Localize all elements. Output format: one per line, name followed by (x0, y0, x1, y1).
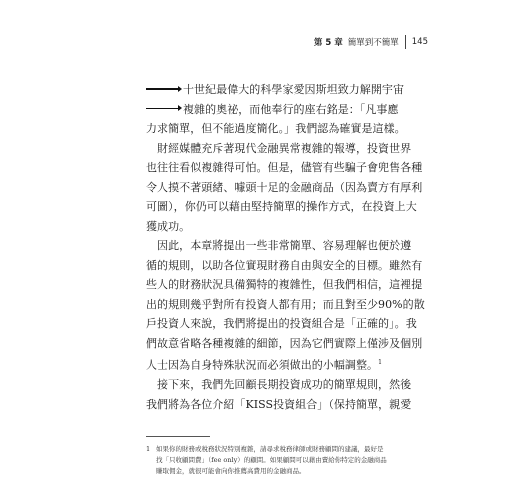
chapter-title: 簡單到不簡單 (347, 38, 399, 48)
body-line: 可圖），你仍可以藉由堅持簡單的操作方式，在投資上大 (146, 200, 417, 213)
body-line-with-footnote: 人士因為自身特殊狀況而必須做出的小幅調整。$^1$ (146, 358, 382, 372)
chapter-label: 第 5 章 (313, 38, 343, 48)
body-text (146, 80, 425, 414)
opening-line-2: 複雜的奧祕，而他奉行的座右銘是：「凡事應 (146, 100, 394, 120)
footnote-rule (146, 436, 210, 437)
body-line: 戶投資人來說，我們將提出的投資組合是「正確的」。我 (146, 317, 417, 330)
footnote (146, 444, 396, 477)
opening-dash-decoration-2 (146, 108, 179, 110)
body-line: 財經媒體充斥著現代金融異常複雜的報導，投資世界 (146, 141, 412, 155)
opening-dash-decoration (146, 88, 179, 90)
body-line: 也往往看似複雜得可怕。但是，儘管有些騙子會兜售各種 (146, 161, 423, 174)
body-line: 力求簡單，但不能過度簡化。」我們認為確實是這樣。 (146, 122, 406, 135)
header-divider (405, 35, 406, 49)
footnote-line: 找「只收顧問費」（fee only）的顧問。如果顧問可以藉由賣給你特定的金融商品 (156, 456, 387, 464)
body-line: 循的規則，以助各位實現財務自由與安全的目標。雖然有 (146, 258, 423, 272)
body-line: 們故意省略各種複雜的細節，因為它們實際上僅涉及個別 (146, 336, 423, 350)
body-line: 出的規則幾乎對所有投資人都有用；而且對至少90%的散 (146, 297, 425, 311)
body-line: 我們將為各位介紹「KISS投資組合」（保持簡單，親愛 (146, 397, 412, 411)
running-header (314, 35, 428, 49)
body-line: 令人摸不著頭緒、噱頭十足的金融商品（因為賣方有厚利 (146, 180, 423, 194)
footnote-marker: 1 (378, 359, 382, 366)
body-line: 獲成功。 (146, 219, 191, 233)
footnote-line: 1 如果你的財務或稅務狀況特別複雜，請尋求稅務律師或財務顧問的建議，最好是 (146, 445, 384, 453)
page-number: 145 (411, 37, 428, 47)
body-line: 因此，本章將提出一些非常簡單、容易理解也便於遵 (146, 239, 412, 252)
body-line: 接下來，我們先回顧長期投資成功的簡單規則，然後 (146, 378, 412, 392)
footnote-line: 賺取佣金，就很可能會向你推薦高費用的金融商品。 (156, 467, 306, 475)
footnote-number: 1 (146, 445, 151, 453)
opening-line-1: 十世紀最偉大的科學家愛因斯坦致力解開宇宙 (146, 80, 394, 100)
body-line: 些人的財務狀況具備獨特的複雜性，但我們相信，這裡提 (146, 278, 423, 291)
